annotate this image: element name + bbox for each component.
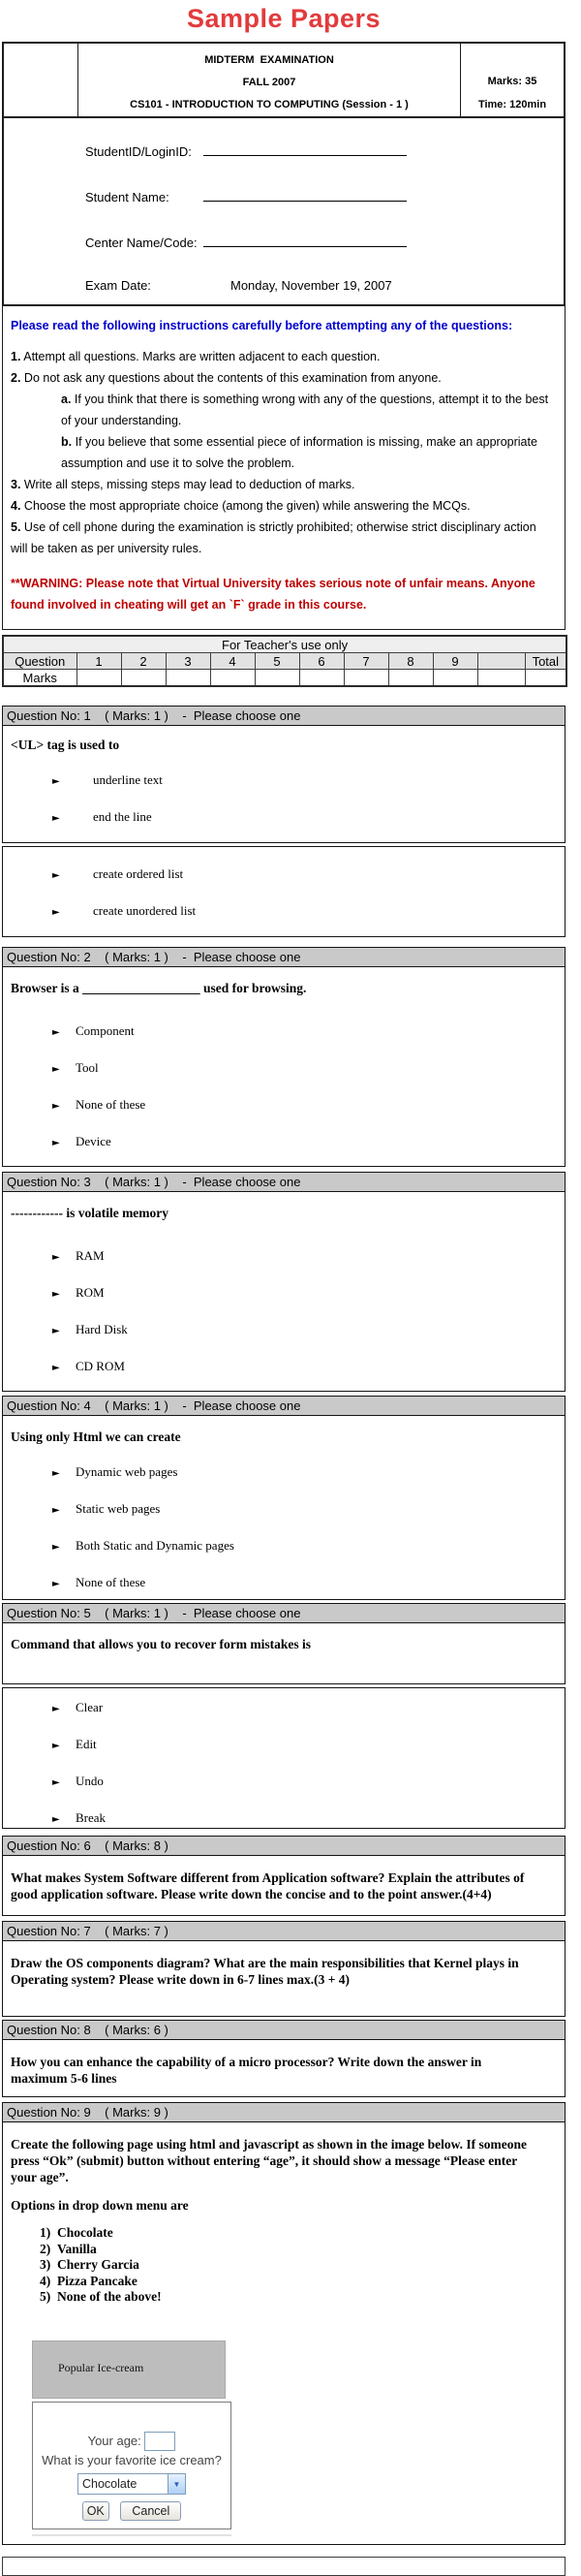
question-9-text: Create the following page using html and javascript as shown in the image below. If someone press “Ok” (submit) button without entering “age”, it should show a message “Please enter your age”. (11, 2137, 528, 2184)
option-label: Undo (76, 1774, 104, 1788)
question-4-header: Question No: 4 ( Marks: 1 ) - Please choose one (2, 1396, 566, 1416)
exam-term: FALL 2007 (242, 77, 296, 88)
exam-header-marks-cell (460, 44, 564, 116)
option-arrow-icon: ► (52, 776, 60, 787)
instruction-text: Choose the most appropriate choice (among the given) while answering the MCQs. (23, 499, 471, 513)
question-5-stem: Command that allows you to recover form mistakes is (11, 1637, 311, 1651)
student-id-row (4, 141, 564, 187)
option-arrow-icon: ► (52, 813, 60, 824)
option-arrow-icon: ► (52, 1027, 60, 1038)
student-name-row (4, 187, 564, 233)
question-row-label: Question (3, 653, 76, 670)
dropdown-option (40, 2242, 557, 2258)
question-8-body (2, 2039, 566, 2097)
marks-cell (210, 670, 255, 687)
mcq-option (52, 1134, 557, 1151)
marks-cell (255, 670, 299, 687)
student-id-blank-line (203, 141, 407, 156)
question-3-body (2, 1191, 566, 1392)
question-7-text: Draw the OS components diagram? What are the main responsibilities that Kernel plays in Operating system? Please write down in 6-7 lines max.(3 + 4) (11, 1956, 519, 1987)
question-col: 1 (76, 653, 121, 670)
option-label: create unordered list (93, 903, 197, 918)
option-arrow-icon: ► (52, 870, 60, 881)
mcq-option (52, 1248, 557, 1266)
instruction-item-3 (11, 474, 555, 495)
option-arrow-icon: ► (52, 1101, 60, 1112)
dropdown-option-label: Cherry Garcia (57, 2257, 139, 2272)
question-2-stem: Browser is a __________________ used for browsing. (11, 981, 307, 995)
option-label: Component (76, 1023, 135, 1038)
exam-header-blank-cell (4, 44, 77, 116)
instruction-item-2 (11, 367, 555, 389)
exam-marks: Marks: 35 (487, 76, 537, 87)
option-arrow-icon: ► (52, 1814, 60, 1825)
ice-cream-form-image (32, 2325, 233, 2536)
option-arrow-icon: ► (52, 1326, 60, 1336)
student-id-label: StudentID/LoginID: (85, 144, 192, 159)
option-arrow-icon: ► (52, 1064, 60, 1075)
exam-date-value: Monday, November 19, 2007 (230, 278, 392, 293)
exam-date-label: Exam Date: (85, 278, 151, 293)
question-8-header: Question No: 8 ( Marks: 6 ) (2, 2020, 566, 2040)
question-4-body (2, 1415, 566, 1600)
teacher-table-caption: For Teacher's use only (3, 636, 566, 653)
center-name-blank-line (203, 233, 407, 247)
mcq-option (52, 1575, 557, 1592)
question-col: 9 (433, 653, 477, 670)
dropdown-option-label: None of the above! (57, 2289, 162, 2304)
question-2-header: Question No: 2 ( Marks: 1 ) - Please choose one (2, 947, 566, 967)
dropdown-option-num: 5) (40, 2289, 51, 2304)
question-col: 6 (299, 653, 344, 670)
option-label: None of these (76, 1575, 146, 1589)
instruction-text: Use of cell phone during the examination is strictly prohibited; otherwise strict disciplinary action will be taken as per university rules. (11, 520, 536, 555)
marks-cell (477, 670, 525, 687)
instruction-item-1 (11, 346, 555, 367)
mcq-option (52, 1359, 557, 1376)
question-1-stem: <UL> tag is used to (11, 738, 120, 752)
option-arrow-icon: ► (52, 907, 60, 918)
question-1-header: Question No: 1 ( Marks: 1 ) - Please choose one (2, 706, 566, 726)
question-2-body (2, 966, 566, 1167)
exam-header-table (2, 42, 566, 118)
teacher-use-table (2, 635, 567, 687)
question-col-blank (477, 653, 525, 670)
question-6-body (2, 1855, 566, 1916)
option-label: Hard Disk (76, 1322, 128, 1336)
option-label: Device (76, 1134, 111, 1148)
option-label: ROM (76, 1285, 105, 1300)
option-label: RAM (76, 1248, 105, 1263)
mcq-option (52, 1538, 557, 1555)
dropdown-option-num: 2) (40, 2241, 51, 2256)
student-info-box (2, 118, 566, 306)
mcq-option (52, 1774, 557, 1791)
option-arrow-icon: ► (52, 1777, 60, 1788)
question-7-body (2, 1940, 566, 2017)
question-col: 7 (344, 653, 388, 670)
option-label: end the line (93, 809, 152, 824)
instruction-num: 5. (11, 520, 21, 534)
exam-course: CS101 - INTRODUCTION TO COMPUTING (Session - 1 ) (130, 99, 409, 110)
mcq-option (52, 1023, 557, 1041)
mcq-option (52, 1097, 557, 1115)
option-arrow-icon: ► (52, 1704, 60, 1714)
marks-cell (344, 670, 388, 687)
question-6-header: Question No: 6 ( Marks: 8 ) (2, 1836, 566, 1856)
instruction-item-4 (11, 495, 555, 517)
marks-cell-total (525, 670, 566, 687)
instruction-text: Do not ask any questions about the contents of this examination from anyone. (23, 371, 442, 385)
option-label: Both Static and Dynamic pages (76, 1538, 234, 1553)
option-label: Dynamic web pages (76, 1464, 178, 1479)
dropdown-option-label: Vanilla (57, 2241, 97, 2256)
question-col-total: Total (525, 653, 566, 670)
mcq-option (52, 1810, 557, 1828)
option-arrow-icon: ► (52, 1138, 60, 1148)
option-label: Break (76, 1810, 107, 1825)
dropdown-arrow-icon[interactable]: ▼ (168, 2474, 185, 2494)
form-buttons-row (33, 2501, 230, 2521)
question-5-header: Question No: 5 ( Marks: 1 ) - Please choose one (2, 1603, 566, 1623)
question-1-body (2, 725, 566, 843)
mcq-option (52, 772, 557, 790)
mcq-option (52, 1700, 557, 1717)
option-label: Static web pages (76, 1501, 161, 1516)
marks-row-label: Marks (3, 670, 76, 687)
marks-cell (121, 670, 166, 687)
dropdown-option-num: 4) (40, 2273, 51, 2288)
instruction-item-2a (61, 389, 555, 431)
instruction-item-5 (11, 517, 555, 559)
flavor-select[interactable] (77, 2473, 186, 2495)
instruction-item-2b (61, 431, 555, 474)
option-arrow-icon: ► (52, 1468, 60, 1479)
mcq-option (52, 866, 557, 884)
age-label: Your age: (87, 2433, 141, 2448)
marks-cell (388, 670, 433, 687)
mcq-option (52, 903, 557, 921)
mcq-option (52, 1737, 557, 1754)
instruction-num: 1. (11, 350, 21, 363)
exam-paper (2, 4, 566, 2576)
question-5-body (2, 1622, 566, 1684)
dropdown-option-num: 1) (40, 2225, 51, 2240)
question-9-dropdown-intro: Options in drop down menu are (11, 2198, 189, 2213)
age-row (33, 2432, 230, 2452)
option-arrow-icon: ► (52, 1363, 60, 1373)
instruction-num: 2. (11, 371, 21, 385)
question-9-header: Question No: 9 ( Marks: 9 ) (2, 2102, 566, 2122)
option-arrow-icon: ► (52, 1579, 60, 1589)
option-label: create ordered list (93, 866, 184, 881)
mcq-option (52, 809, 557, 827)
instructions-box (2, 306, 566, 630)
mcq-option (52, 1322, 557, 1339)
question-6-text: What makes System Software different from Application software? Explain the attributes of good application software. Please write down the concise and to the point answer.(4+4) (11, 1870, 525, 1901)
question-col: 8 (388, 653, 433, 670)
instruction-num: 3. (11, 478, 21, 491)
form-panel (32, 2402, 231, 2529)
question-9-body (2, 2121, 566, 2545)
mcq-option (52, 1464, 557, 1482)
form-image-bottom-edge (32, 2529, 231, 2536)
instruction-num: 4. (11, 499, 21, 513)
exam-header-title-cell (77, 44, 460, 116)
question-3-stem: ------------ is volatile memory (11, 1206, 169, 1220)
mcq-option (52, 1501, 557, 1519)
dropdown-option-label: Pizza Pancake (57, 2273, 138, 2288)
option-label: CD ROM (76, 1359, 125, 1373)
instruction-num: b. (61, 435, 73, 449)
instructions-heading: Please read the following instructions carefully before attempting any of the questions: (11, 319, 513, 332)
question-col: 2 (121, 653, 166, 670)
instruction-text: Attempt all questions. Marks are written adjacent to each question. (23, 350, 381, 363)
option-arrow-icon: ► (52, 1252, 60, 1263)
flavor-select-value: Chocolate (82, 2477, 138, 2492)
cheating-warning: **WARNING: Please note that Virtual University takes serious note of unfair means. Anyone found involved in cheating will get an `F` grade in this course. (11, 577, 535, 612)
dropdown-options-list (40, 2225, 557, 2306)
dropdown-option (40, 2225, 557, 2242)
marks-cell (299, 670, 344, 687)
dropdown-option (40, 2274, 557, 2290)
option-arrow-icon: ► (52, 1289, 60, 1300)
exam-title: MIDTERM EXAMINATION (204, 54, 334, 66)
form-title-bar: Popular Ice-cream (32, 2340, 226, 2399)
question-col: 5 (255, 653, 299, 670)
teacher-table-marks-row (3, 670, 566, 687)
option-label: Clear (76, 1700, 104, 1714)
cancel-button[interactable]: Cancel (120, 2501, 181, 2521)
question-5-body-continued (2, 1687, 566, 1829)
empty-footer-box (2, 2557, 566, 2576)
marks-cell (166, 670, 210, 687)
age-input[interactable] (144, 2432, 175, 2451)
teacher-table-question-row (3, 653, 566, 670)
page-title: Sample Papers (186, 4, 382, 33)
marks-cell (76, 670, 121, 687)
exam-time: Time: 120min (477, 99, 547, 110)
option-label: underline text (93, 772, 163, 787)
instruction-num: a. (61, 393, 72, 406)
question-3-header: Question No: 3 ( Marks: 1 ) - Please choose one (2, 1172, 566, 1192)
instruction-text: Write all steps, missing steps may lead to deduction of marks. (23, 478, 355, 491)
question-8-text: How you can enhance the capability of a micro processor? Write down the answer in maximum 5-6 lines (11, 2055, 482, 2086)
option-label: None of these (76, 1097, 146, 1112)
marks-cell (433, 670, 477, 687)
dropdown-option (40, 2257, 557, 2274)
dropdown-option (40, 2289, 557, 2306)
flavor-question: What is your favorite ice cream? (42, 2453, 222, 2468)
question-4-stem: Using only Html we can create (11, 1429, 181, 1444)
question-1-body-continued (2, 846, 566, 937)
mcq-option (52, 1060, 557, 1078)
option-label: Edit (76, 1737, 97, 1751)
question-col: 4 (210, 653, 255, 670)
center-name-row (4, 233, 564, 278)
question-col: 3 (166, 653, 210, 670)
student-name-blank-line (203, 187, 407, 202)
option-arrow-icon: ► (52, 1741, 60, 1751)
dropdown-option-label: Chocolate (57, 2225, 113, 2240)
ok-button[interactable]: OK (82, 2501, 109, 2521)
instruction-text: If you believe that some essential piece of information is missing, make an appropriate assumption and use it to solve the problem. (61, 435, 537, 470)
question-7-header: Question No: 7 ( Marks: 7 ) (2, 1921, 566, 1941)
option-arrow-icon: ► (52, 1542, 60, 1553)
instruction-text: If you think that there is something wrong with any of the questions, attempt it to the best of your understanding. (61, 393, 549, 427)
student-name-label: Student Name: (85, 190, 169, 204)
option-label: Tool (76, 1060, 99, 1075)
option-arrow-icon: ► (52, 1505, 60, 1516)
dropdown-option-num: 3) (40, 2257, 51, 2272)
mcq-option (52, 1285, 557, 1303)
center-name-label: Center Name/Code: (85, 236, 198, 250)
